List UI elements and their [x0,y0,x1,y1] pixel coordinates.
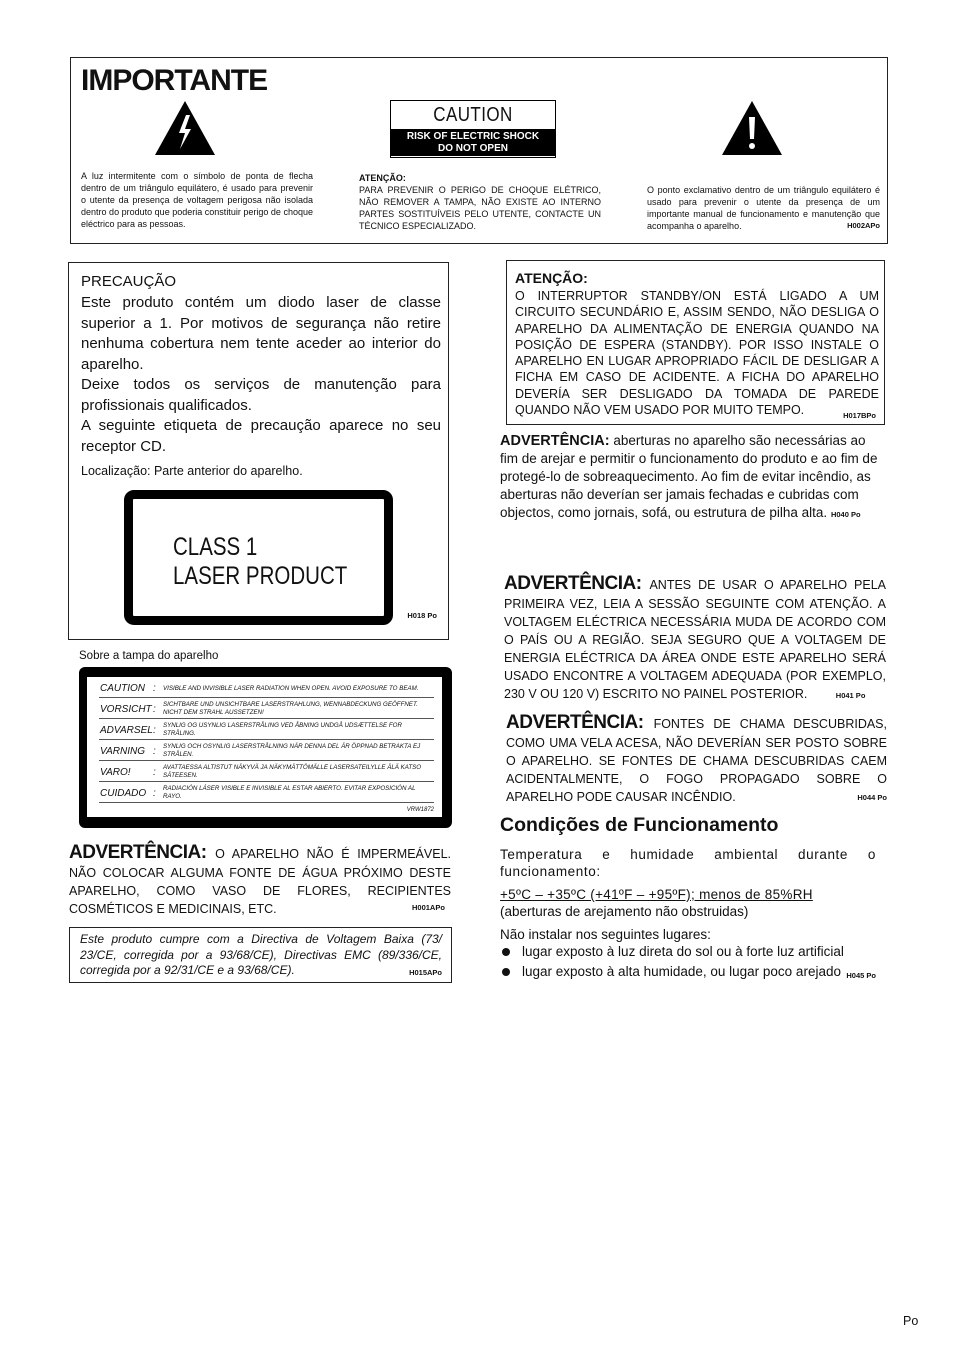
advertencia-voltage [504,573,886,703]
advertencia-flame [506,712,887,806]
importante-title: IMPORTANTE [81,64,268,97]
warning-row [87,719,442,740]
condicoes-paragraph-4: Não instalar nos seguintes lugares: [500,927,711,942]
advertencia-text: ANTES DE USAR O APARELHO PELA PRIMEIRA VEZ, LEIA A SESSÃO SEGUINTE COM ATENÇÃO. A VOLTAGEM ELÉCTRICA NECESSÁRIA MUDA DE ACORDO COM O PAÍS OU A REGIÃO. SEJA SEGURO QUE A VOLTAGEM DE ENERGIA ELÉCTRICA DA ÁREA ONDE ESTE APARELHO SERÁ USADO ENCONTRE A VOLTAGEM ADEQUADA (POR EXEMPLO, 230 V OU 120 V) ESCRITO NO PAINEL POSTERIOR. [504,578,887,701]
advertencia-ventilation [500,432,880,524]
precaucao-paragraph-1: Este produto contém um diodo laser de classe superior a 1. Por motivos de segurança não retire nenhuma cobertura nem tente aceder ao interior do aparelho. [81,294,441,373]
warning-row-text: SICHTBARE UND UNSICHTBARE LASERSTRAHLUNG, WENNABDECKUNG GEÖFFNET. NICHT DEM STRAHL AUSSETZEN! [163,701,418,716]
warning-row-language: CAUTION [100,683,145,694]
caution-label-line2: RISK OF ELECTRIC SHOCK [406,131,540,142]
warning-row [87,761,442,782]
condicoes-body [500,846,876,984]
warning-row-text: SYNLIG OG USYNLIG LASERSTRÅLING VED ÅBNING UNDGÅ UDSÆTTELSE FOR STRÅLING. [163,722,402,737]
warning-row-text: RADIACIÓN LÁSER VISIBLE E INVISIBLE AL ESTAR ABIERTO. EVITAR EXPOSICIÓN AL RAYO. [163,785,416,800]
warning-row [87,677,442,698]
importante-code: H002APo [847,221,880,230]
advertencia-heading: ADVERTÊNCIA: [504,573,642,594]
exclamation-warning-icon [720,99,784,157]
warning-row-text: VISIBLE AND INVISIBLE LASER RADIATION WHEN OPEN. AVOID EXPOSURE TO BEAM. [163,685,419,692]
warning-row-text: AVATTAESSA ALTISTUT NÄKYVÄ JA NÄKYMÄTTÖMÄLLE LASERSATEILYLLE ÄLÄ KATSO SÄTEESEN. [163,764,422,779]
advertencia-water [69,842,451,918]
page-number: Po [903,1314,919,1328]
condicoes-paragraph-1: Temperatura e humidade ambiental durante o funcionamento: [500,847,876,879]
laser-label-line1: CLASS 1 [173,533,258,561]
laser-warning-label [79,667,452,828]
laser-label-line2: LASER PRODUCT [173,562,348,590]
advertencia-heading: ADVERTÊNCIA: [500,433,610,449]
importante-box [70,57,888,244]
exclamation-symbol-explanation: O ponto exclamativo dentro de um triângulo equilátero é usado para prevenir o utente da presença de um importante manual de funcionamento e manutenção que acompanha o aparelho. [647,185,880,231]
precaucao-code: H018 Po [407,611,437,620]
warning-row-language: VORSICHT [100,704,152,715]
condicoes-bullet-1: lugar exposto à luz direta do sol ou à forte luz artificial [500,943,876,960]
atencao-title: ATENÇÃO: [515,270,588,286]
advertencia-heading: ADVERTÊNCIA: [69,842,207,863]
warning-row [87,740,442,761]
warning-row-language: VARNING [100,746,146,757]
advertencia-ventilation-code: H040 Po [830,510,861,519]
advertencia-voltage-code: H041 Po [835,691,866,700]
warning-row-separator: : [153,767,156,778]
caution-label-title: CAUTION [433,104,513,126]
advertencia-heading: ADVERTÊNCIA: [506,712,644,733]
importante-atencao-title: ATENÇÃO: [359,173,406,183]
precaucao-paragraph-3: A seguinte etiqueta de precaução aparece no seu receptor CD. [81,417,441,455]
advertencia-text: FONTES DE CHAMA DESCUBRIDAS, COMO UMA VELA ACESA, NÃO DEVERÍAN SER POSTO SOBRE O APARELHO. SE FONTES DE CHAMA DESCUBRIDAS CAEM ACIDENTALMENTE, O FOGO PROPAGADO SOBRE O APARELHO PODE CAUSAR INCÊNDIO. [506,717,887,804]
warning-row-separator: : [153,788,156,799]
warning-row-separator: : [153,725,156,736]
atencao-code: H017BPo [843,411,876,420]
precaucao-location: Localização: Parte anterior do aparelho. [81,464,303,478]
lightning-symbol-explanation: A luz intermitente com o símbolo de ponta de flecha dentro de um triângulo equilátero, é usado para prevenir o utente da presença de voltagem perigosa não isolada dentro do produto que poderia constituir perigo de choque eléctrico para as pessoas. [81,171,313,229]
advertencia-text: O APARELHO NÃO É IMPERMEÁVEL. NÃO COLOCAR ALGUMA FONTE DE ÁGUA PRÓXIMO DESTE APARELHO, COMO VASO DE FLORES, RECIPIENTES COSMÉTICOS E MEDICINAIS, ETC. [69,847,451,916]
advertencia-text: aberturas no aparelho são necessárias ao fim de arejar e permitir o funcionamento do produto e ao fim de protegé-lo de sobreaquecimento. Ao fim de evitar incêndio, as aberturas não deverían ser jamais fechadas e cubridas com objectos, como jornais, sofá, ou estrutura de pilha alta. [500,433,878,520]
directiva-box [69,927,452,983]
precaucao-box [68,262,449,640]
condicoes-temperature: +5ºC – +35ºC (+41ºF – +95ºF); menos de 85%RH [500,887,813,902]
warning-row-separator: : [153,746,156,757]
caution-label [390,100,556,158]
directiva-text: Este produto cumpre com a Directiva de Voltagem Baixa (73/ 23/CE, corregida por a 93/68/CE), Directivas EMC (89/336/CE, corregida por a 92/31/CE e a 93/68/CE). [80,932,442,978]
directiva-code: H015APo [409,968,442,977]
precaucao-body [81,293,441,457]
atencao-text: O INTERRUPTOR STANDBY/ON ESTÁ LIGADO A UM CIRCUITO SECUNDÁRIO E, ASSIM SENDO, NÃO DESLIGA O APARELHO DA ALIMENTAÇÃO DE ENERGIA QUANDO NA POSIÇÃO DE ESPERA (STANDBY). POR ISSO INSTALE O APARELHO EN LUGAR APROPRIADO FÁCIL DE DESLIGAR A FICHA EM CASO DE ACIDENTE. A FICHA DO APARELHO DEVERÍA SER DESLIGADO DA TOMADA DE PAREDE QUANDO NÃO VEM USADO POR MUITO TEMPO. [515,289,879,418]
sobre-tampa-caption: Sobre a tampa do aparelho [79,650,219,662]
importante-atencao-text: PARA PREVENIR O PERIGO DE CHOQUE ELÉTRICO, NÃO REMOVER A TAMPA, NÃO EXISTE AO INTERNO PARTES SOSTITUÍVEIS PELO UTENTE, CONTACTE UN TÉCNICO ESPECIALIZADO. [359,185,601,231]
class1-laser-label [124,490,393,625]
caution-label-line3: DO NOT OPEN [437,143,508,154]
warning-row [87,698,442,719]
condicoes-paragraph-3: (aberturas de arejamento não obstruidas) [500,904,749,919]
precaucao-title: PRECAUÇÃO [81,273,177,290]
lightning-warning-icon [153,99,217,157]
advertencia-flame-code: H044 Po [857,793,887,802]
warning-row [87,782,442,803]
warning-row-language: CUIDADO [100,788,147,799]
condicoes-code: H045 Po [846,971,876,980]
warning-row-text: SYNLIG OCH OSYNLIG LASERSTRÅLNING NÄR DENNA DEL ÄR ÖPPNAD BETRAKTA EJ STRÅLEN. [163,743,421,758]
warning-row-language: VARO! [100,767,131,778]
advertencia-water-code: H001APo [412,903,445,912]
condicoes-bullet-2: lugar exposto à alta humidade, ou lugar poco arejado [522,964,841,979]
warning-row-language: ADVARSEL [100,725,153,736]
condicoes-title: Condições de Funcionamento [500,814,779,836]
warning-row-separator: : [153,704,156,715]
precaucao-paragraph-2: Deixe todos os serviços de manutenção para profissionais qualificados. [81,376,441,414]
atencao-standby-box [506,260,885,425]
warning-label-code: VRW1872 [406,807,434,813]
warning-row-separator: : [153,683,156,694]
